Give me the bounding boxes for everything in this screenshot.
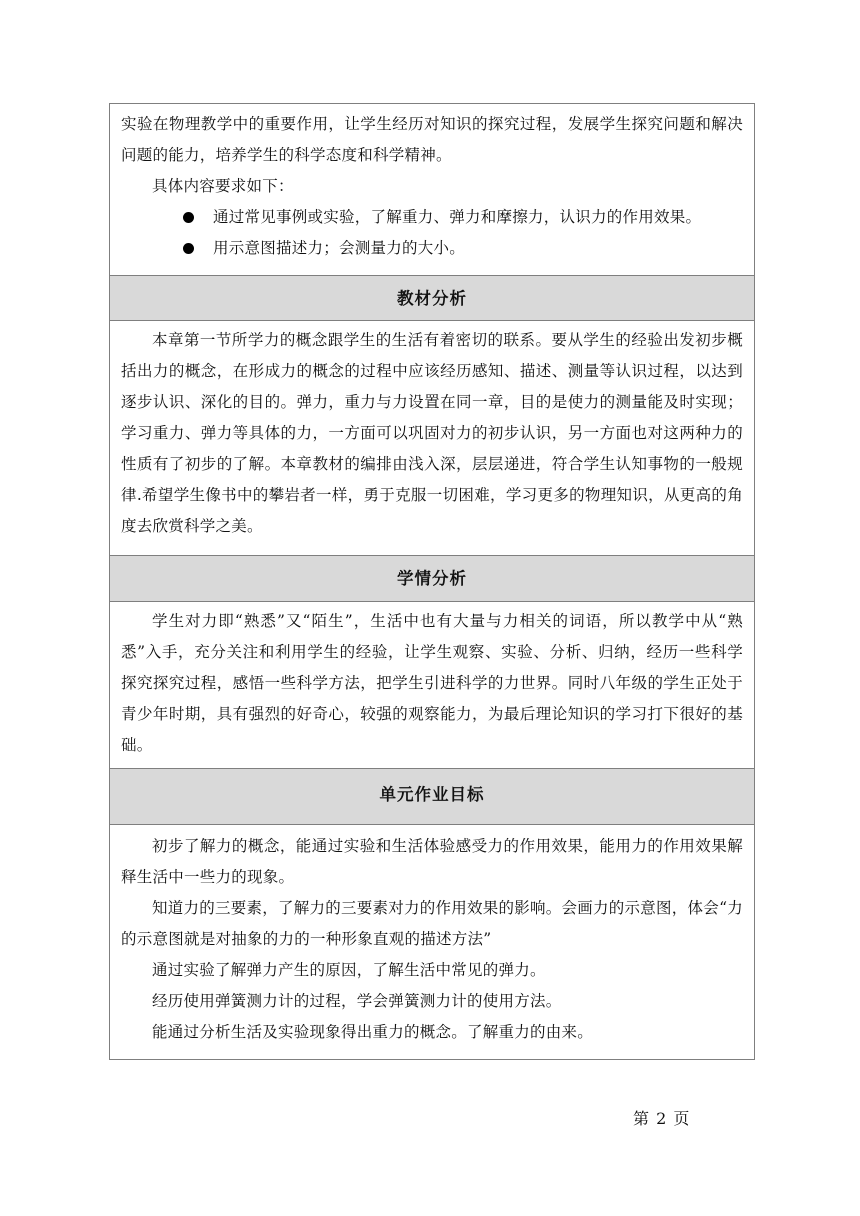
requirements-list (121, 202, 743, 264)
unit-goal-paragraph: 初步了解力的概念，能通过实验和生活体验感受力的作用效果，能用力的作用效果解释生活中一些力的现象。 (121, 837, 743, 886)
bullet-dot-icon (183, 212, 194, 223)
requirement-text: 用示意图描述力；会测量力的大小。 (213, 239, 466, 257)
intro-cell (110, 104, 754, 275)
requirement-item (183, 202, 743, 233)
student-analysis-cell (110, 601, 754, 768)
unit-goal-paragraph: 经历使用弹簧测力计的过程，学会弹簧测力计的使用方法。 (152, 992, 562, 1010)
requirements-lead-text: 具体内容要求如下： (152, 177, 294, 195)
student-analysis-paragraph: 学生对力即“熟悉”又“陌生”，生活中也有大量与力相关的词语，所以教学中从“熟悉”入手，充分关注和利用学生的经验，让学生观察、实验、分析、归纳，经历一些科学探究探究过程，感悟一些科学方法，把学生引进科学的力世界。同时八年级的学生正处于青少年时期，具有强烈的好奇心，较强的观察能力，为最后理论知识的学习打下很好的基础。 (121, 612, 743, 754)
intro-continuation-text: 实验在物理教学中的重要作用，让学生经历对知识的探究过程，发展学生探究问题和解决问题的能力，培养学生的科学态度和科学精神。 (121, 115, 743, 164)
page-number: 第 2 页 (633, 1109, 691, 1128)
section-header-textbook-analysis: 教材分析 (110, 275, 754, 320)
textbook-analysis-paragraph: 本章第一节所学力的概念跟学生的生活有着密切的联系。要从学生的经验出发初步概括出力的概念，在形成力的概念的过程中应该经历感知、描述、测量等认识过程，以达到逐步认识、深化的目的。弹力，重力与力设置在同一章，目的是使力的测量能及时实现；学习重力、弹力等具体的力，一方面可以巩固对力的初步认识，另一方面也对这两种力的性质有了初步的了解。本章教材的编排由浅入深，层层递进，符合学生认知事物的一般规律.希望学生像书中的攀岩者一样，勇于克服一切困难，学习更多的物理知识，从更高的角度去欣赏科学之美。 (121, 331, 743, 535)
section-header-student-analysis: 学情分析 (110, 555, 754, 601)
bullet-dot-icon (183, 243, 194, 254)
requirement-text: 通过常见事例或实验，了解重力、弹力和摩擦力，认识力的作用效果。 (213, 208, 702, 226)
requirement-item (183, 233, 743, 264)
section-header-unit-goals: 单元作业目标 (110, 768, 754, 824)
unit-goal-paragraph: 能通过分析生活及实验现象得出重力的概念。了解重力的由来。 (152, 1023, 594, 1041)
unit-goal-paragraph: 通过实验了解弹力产生的原因，了解生活中常见的弹力。 (152, 961, 546, 979)
textbook-analysis-cell (110, 320, 754, 555)
unit-goal-paragraph: 知道力的三要素，了解力的三要素对力的作用效果的影响。会画力的示意图，体会“力的示意图就是对抽象的力的一种形象直观的描述方法” (121, 899, 743, 948)
lesson-plan-table (109, 103, 755, 1060)
unit-goals-cell (110, 824, 754, 1059)
